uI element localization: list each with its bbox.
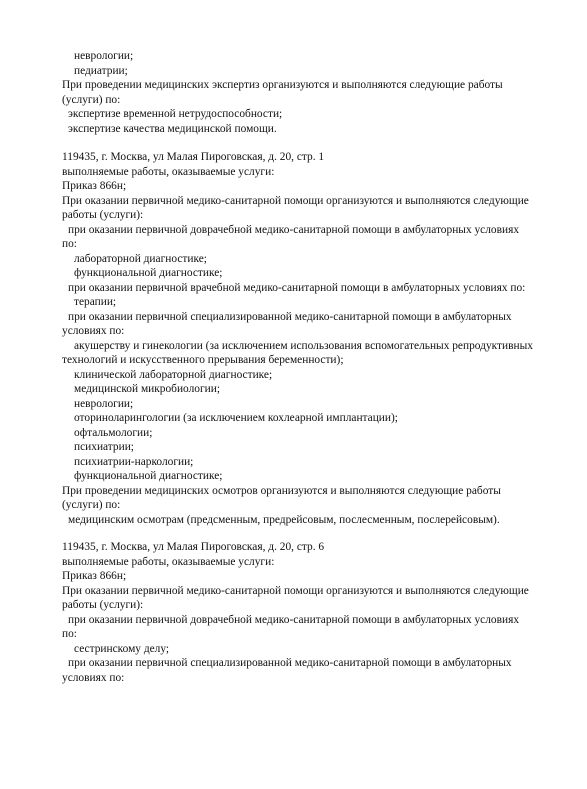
text-line: 119435, г. Москва, ул Малая Пироговская, д. 20, стр. 6 xyxy=(62,541,325,553)
text-line: (услуги) по: xyxy=(62,93,121,106)
text-block-address-bldg-6 xyxy=(62,540,562,685)
text-line: при оказании первичной специализированной медико-санитарной помощи в амбулаторных xyxy=(68,657,512,669)
text-line: терапии; xyxy=(74,296,117,308)
text-line: (услуги) по: xyxy=(62,499,121,511)
text-line: клинической лабораторной диагностике; xyxy=(74,368,273,381)
text-line: по: xyxy=(62,628,77,640)
text-line: медицинским осмотрам (предсменным, предрейсовым, послесменным, послерейсовым). xyxy=(68,513,500,526)
text-line: При оказании первичной медико-санитарной помощи организуются и выполняются следующие xyxy=(62,194,529,207)
text-line: При проведении медицинских экспертиз организуются и выполняются следующие работы xyxy=(62,79,503,91)
text-line: медицинской микробиологии; xyxy=(74,383,221,395)
text-line: акушерству и гинекологии (за исключением использования вспомогательных репродуктивных xyxy=(74,339,533,352)
text-line: по: xyxy=(62,238,77,250)
text-line: условиях по: xyxy=(62,325,125,337)
text-line: 119435, г. Москва, ул Малая Пироговская, д. 20, стр. 1 xyxy=(62,151,325,163)
text-line: Приказ 866н; xyxy=(62,180,127,192)
text-line: работы (услуги): xyxy=(62,599,144,611)
text-line: при оказании первичной доврачебной медико-санитарной помощи в амбулаторных условиях xyxy=(68,223,520,236)
text-line: функциональной диагностике; xyxy=(74,267,223,279)
text-line: при оказании первичной врачебной медико-санитарной помощи в амбулаторных условиях по: xyxy=(68,281,526,294)
text-line: При проведении медицинских осмотров организуются и выполняются следующие работы xyxy=(62,484,501,497)
text-block-address-bldg-1 xyxy=(62,150,562,527)
text-line: при оказании первичной доврачебной медико-санитарной помощи в амбулаторных условиях xyxy=(68,613,520,626)
text-line: работы (услуги): xyxy=(62,209,144,221)
text-line: офтальмологии; xyxy=(74,426,153,439)
text-line: неврологии; xyxy=(74,50,134,62)
text-line: лабораторной диагностике; xyxy=(74,252,207,265)
text-line: психиатрии; xyxy=(74,441,134,453)
text-block-expertise xyxy=(62,49,562,136)
text-line: выполняемые работы, оказываемые услуги: xyxy=(62,165,275,178)
text-line: функциональной диагностике; xyxy=(74,470,223,482)
text-line: педиатрии; xyxy=(74,64,128,77)
text-line: сестринскому делу; xyxy=(74,642,170,655)
text-line: неврологии; xyxy=(74,397,134,410)
text-line: условиях по: xyxy=(62,671,125,684)
text-line: экспертизе качества медицинской помощи. xyxy=(68,122,277,135)
text-line: психиатрии-наркологии; xyxy=(74,455,194,468)
text-line: выполняемые работы, оказываемые услуги: xyxy=(62,555,275,568)
text-line: оториноларингологии (за исключением кохлеарной имплантации); xyxy=(74,412,398,424)
text-line: При оказании первичной медико-санитарной помощи организуются и выполняются следующие xyxy=(62,584,529,597)
text-line: технологий и искусственного прерывания беременности); xyxy=(62,354,344,366)
text-line: при оказании первичной специализированной медико-санитарной помощи в амбулаторных xyxy=(68,310,512,323)
text-line: экспертизе временной нетрудоспособности; xyxy=(68,108,283,120)
text-line: Приказ 866н; xyxy=(62,570,127,582)
